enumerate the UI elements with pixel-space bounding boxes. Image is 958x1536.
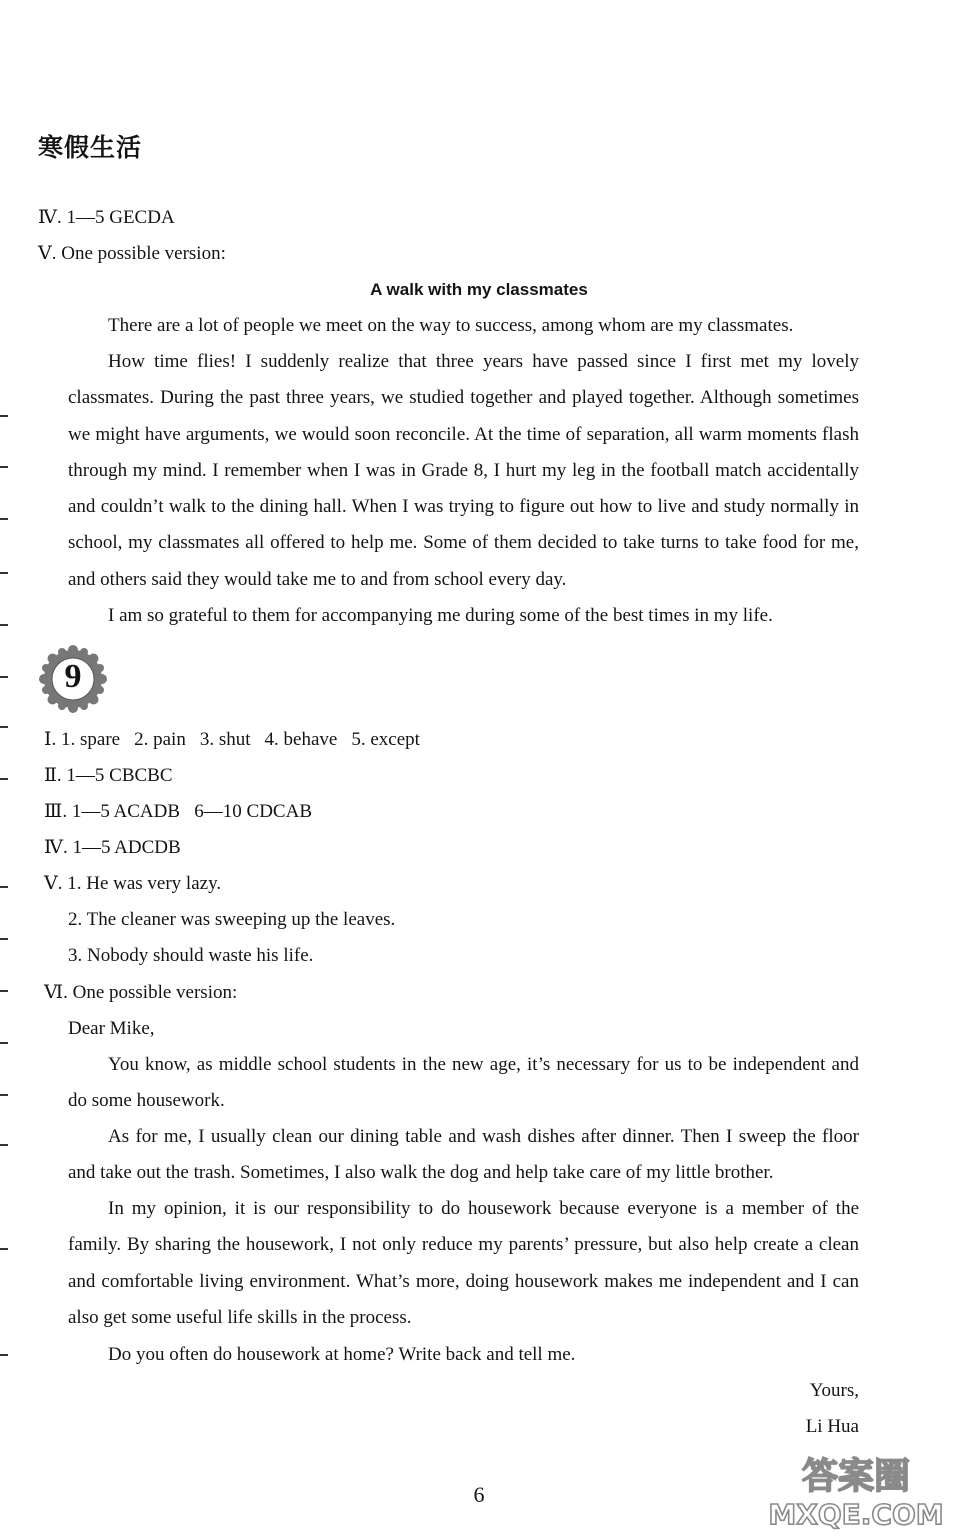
svg-text:MXQE.COM: MXQE.COM: [768, 1498, 944, 1531]
margin-tick: [0, 624, 8, 626]
margin-tick: [0, 726, 8, 728]
margin-tick: [0, 676, 8, 678]
letter-paragraph: In my opinion, it is our responsibility to do housework because everyone is a member of the family. By sharing the housework, I not only reduce my parents’ pressure, but also help create a clean and comfortable living environment. What’s more, doing housework makes me independent and I can also get some useful life skills in the process.: [68, 1198, 859, 1328]
margin-tick: [0, 938, 8, 940]
letter-paragraph: Do you often do housework at home? Write back and tell me.: [108, 1344, 576, 1365]
answer-vi-intro: Ⅵ. One possible version:: [44, 982, 238, 1003]
margin-tick: [0, 1248, 8, 1250]
page-number: 6: [473, 1482, 485, 1507]
letter-signature: Li Hua: [805, 1416, 859, 1437]
margin-tick: [0, 1354, 8, 1356]
margin-tick: [0, 1042, 8, 1044]
answer-iv: Ⅳ. 1—5 ADCDB: [44, 837, 181, 858]
essay-title: A walk with my classmates: [370, 280, 588, 299]
margin-tick: [0, 466, 8, 468]
margin-tick: [0, 572, 8, 574]
answer-iv-prev: Ⅳ. 1—5 GECDA: [38, 207, 175, 228]
letter-paragraph: As for me, I usually clean our dining table and wash dishes after dinner. Then I sweep the floor and take out the trash. Sometimes, I also walk the dog and help take care of my little brother.: [68, 1126, 859, 1184]
watermark-logo: [766, 1450, 946, 1532]
answer-v-intro: Ⅴ. One possible version:: [38, 243, 226, 264]
answer-v-2: 2. The cleaner was sweeping up the leaves.: [68, 909, 396, 930]
unit-number: 9: [64, 658, 82, 695]
answer-v-1: Ⅴ. 1. He was very lazy.: [44, 873, 222, 894]
essay-paragraph: How time flies! I suddenly realize that three years have passed since I first met my lovely classmates. During the past three years, we studied together and played together. Although sometimes we might have arguments, we would soon reconcile. At the time of separation, all warm moments flash through my mind. I remember when I was in Grade 8, I hurt my leg in the football match accidentally and couldn’t walk to the dining hall. When I was trying to figure out how to live and study normally in school, my classmates all offered to help me. Some of them decided to take turns to take food for me, and others said they would take me to and from school every day.: [68, 351, 859, 590]
svg-text:答案圈: 答案圈: [801, 1456, 911, 1497]
answer-ii: Ⅱ. 1—5 CBCBC: [44, 765, 173, 786]
section-header: 寒假生活: [38, 133, 143, 162]
margin-tick: [0, 990, 8, 992]
essay-paragraph: There are a lot of people we meet on the way to success, among whom are my classmates.: [108, 315, 794, 336]
margin-tick: [0, 886, 8, 888]
margin-tick: [0, 1144, 8, 1146]
answer-v-3: 3. Nobody should waste his life.: [68, 945, 314, 966]
margin-tick: [0, 778, 8, 780]
margin-tick: [0, 1094, 8, 1096]
letter-paragraph: You know, as middle school students in the new age, it’s necessary for us to be independent and do some housework.: [68, 1054, 859, 1112]
letter-closing: Yours,: [809, 1380, 859, 1401]
essay-paragraph: I am so grateful to them for accompanying me during some of the best times in my life.: [108, 605, 773, 626]
margin-tick: [0, 415, 8, 417]
answer-iii: Ⅲ. 1—5 ACADB 6—10 CDCAB: [44, 801, 312, 822]
margin-tick: [0, 518, 8, 520]
answer-i: Ⅰ. 1. spare 2. pain 3. shut 4. behave 5. except: [44, 729, 420, 750]
letter-salutation: Dear Mike,: [68, 1018, 155, 1039]
